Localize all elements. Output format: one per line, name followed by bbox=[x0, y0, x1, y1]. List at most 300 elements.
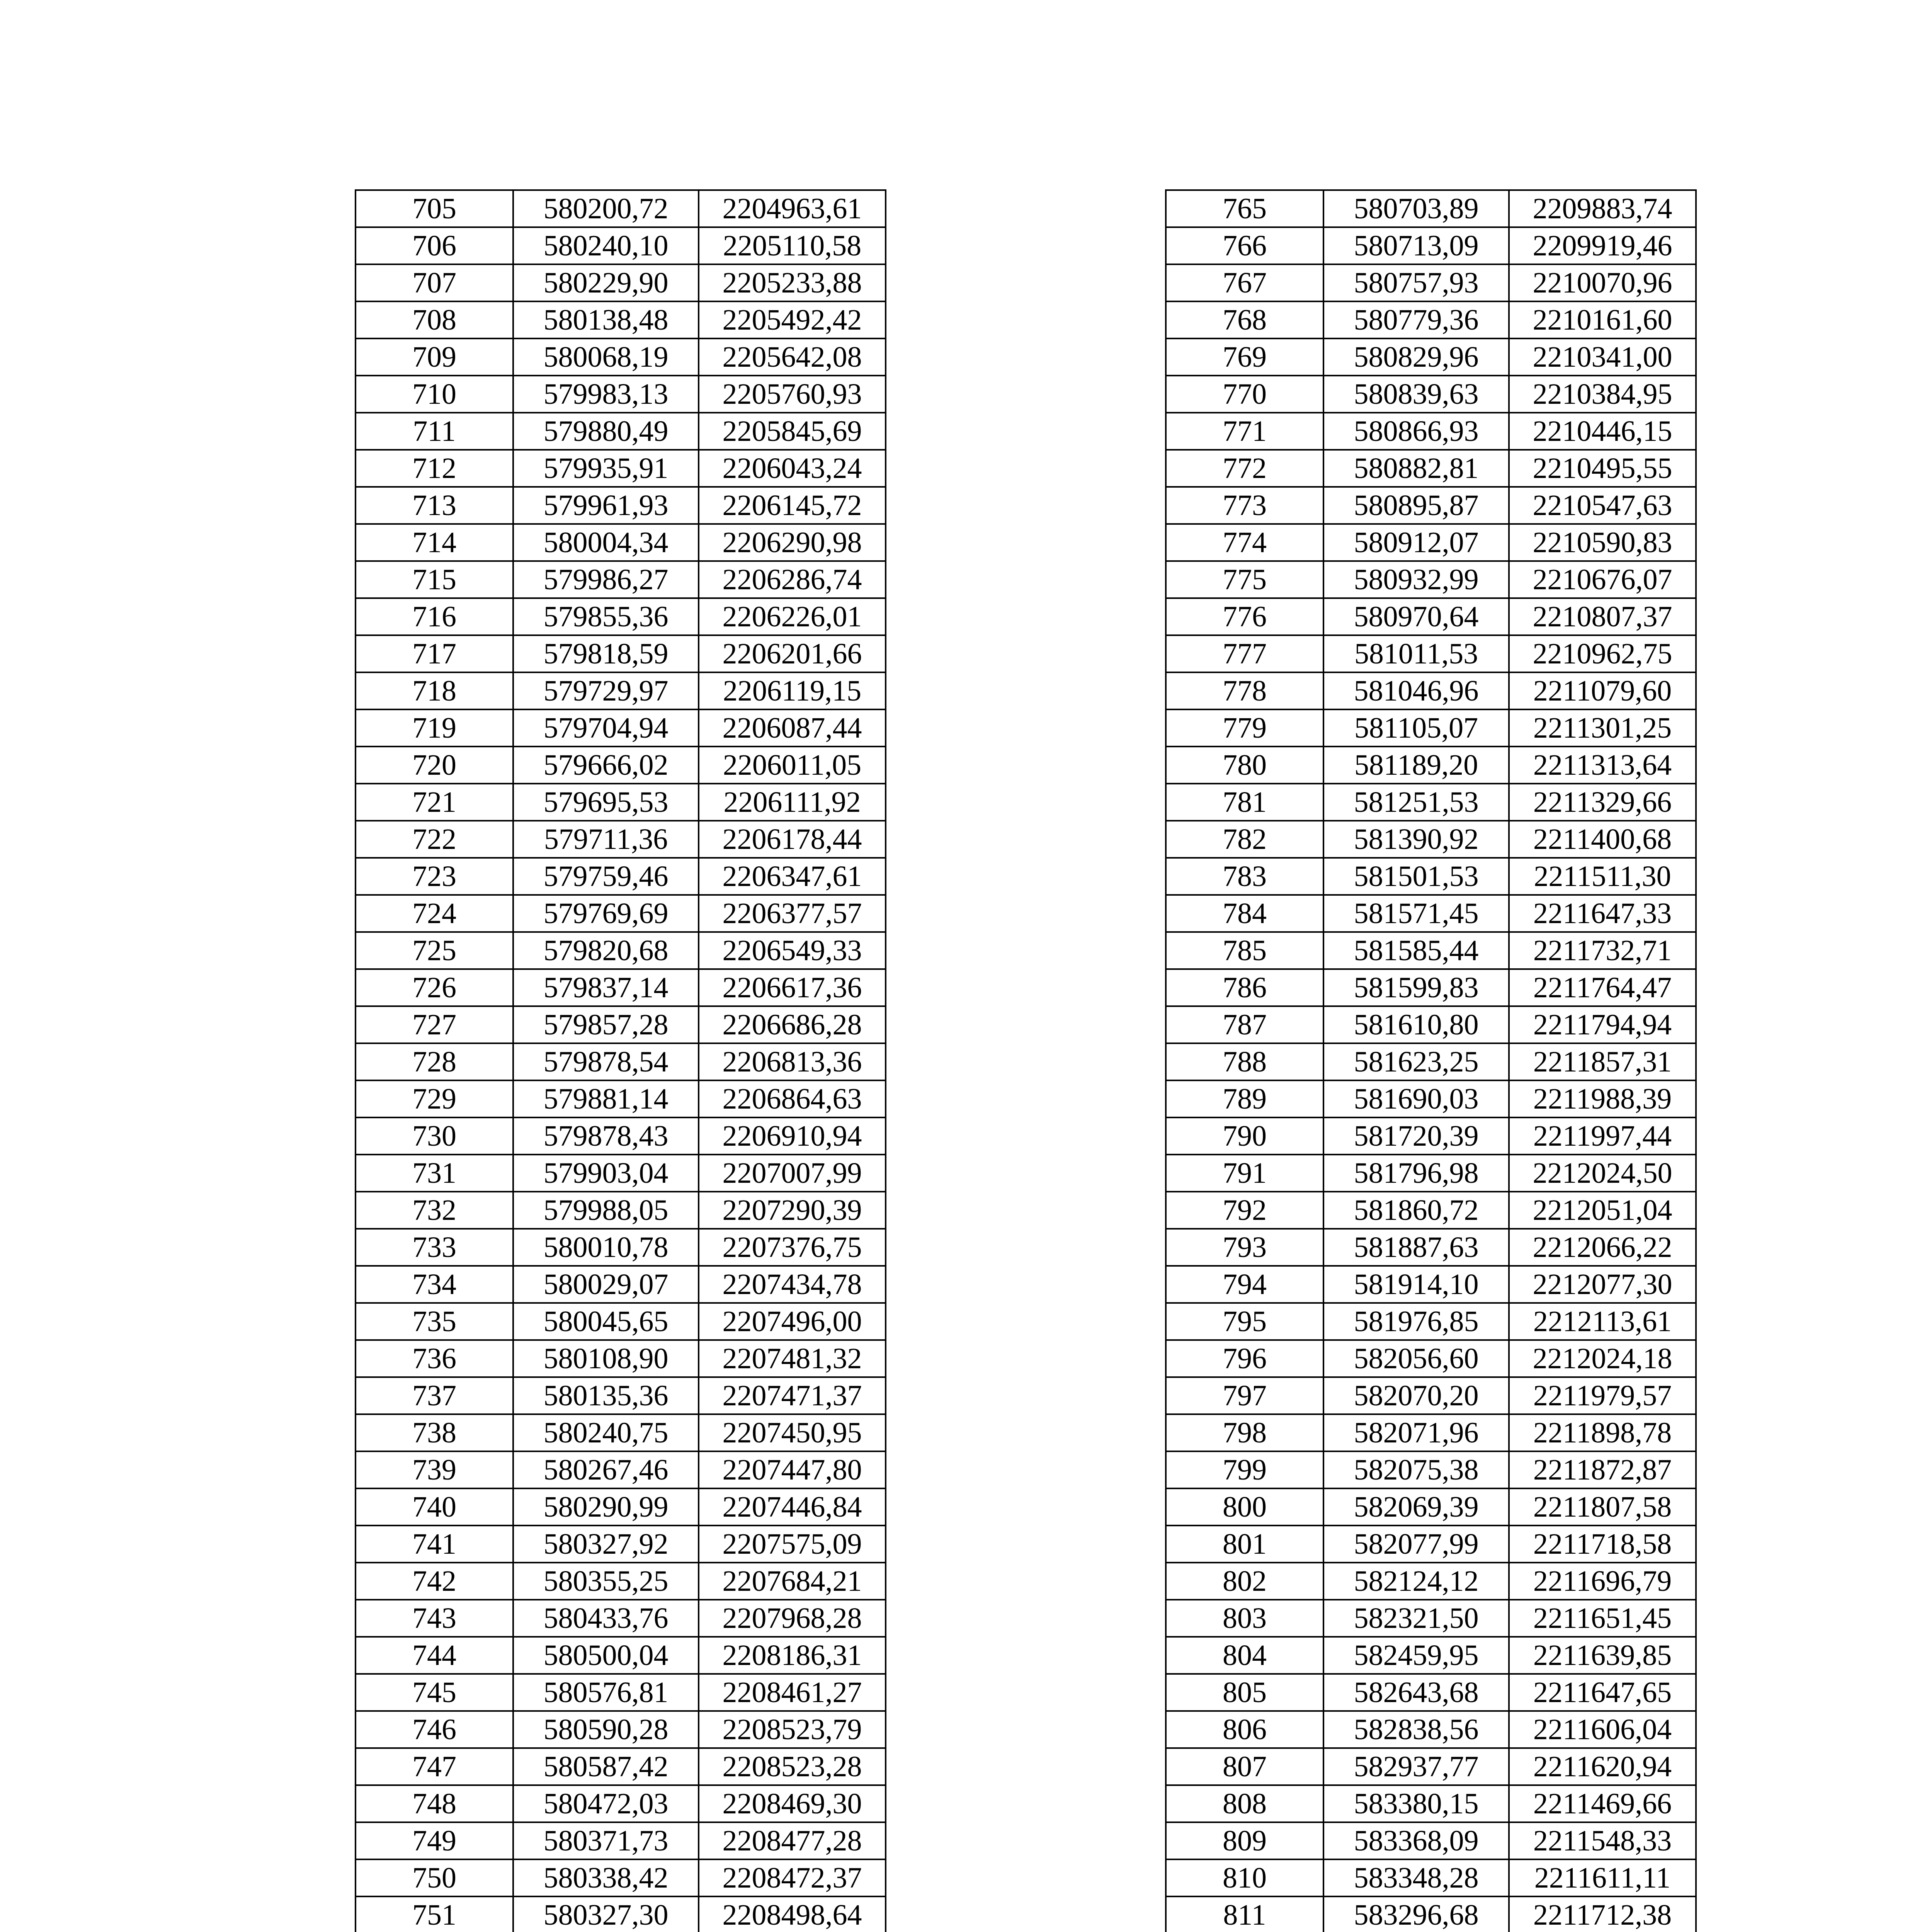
table-row bbox=[356, 413, 886, 450]
y-coordinate-cell: 2211329,66 bbox=[1509, 784, 1696, 821]
table-row bbox=[1166, 524, 1696, 561]
point-number-cell: 766 bbox=[1166, 227, 1323, 264]
table-row bbox=[1166, 969, 1696, 1006]
table-row bbox=[356, 858, 886, 895]
y-coordinate-cell: 2207496,00 bbox=[699, 1303, 886, 1340]
point-number-cell: 767 bbox=[1166, 264, 1323, 301]
point-number-cell: 735 bbox=[356, 1303, 513, 1340]
point-number-cell: 740 bbox=[356, 1488, 513, 1526]
x-coordinate-cell: 579666,02 bbox=[513, 747, 699, 784]
table-row bbox=[356, 1266, 886, 1303]
table-row bbox=[1166, 301, 1696, 338]
y-coordinate-cell: 2206226,01 bbox=[699, 598, 886, 635]
y-coordinate-cell: 2208523,28 bbox=[699, 1748, 886, 1785]
y-coordinate-cell: 2208472,37 bbox=[699, 1859, 886, 1896]
point-number-cell: 779 bbox=[1166, 709, 1323, 747]
x-coordinate-cell: 580327,30 bbox=[513, 1896, 699, 1932]
x-coordinate-cell: 579704,94 bbox=[513, 709, 699, 747]
point-number-cell: 777 bbox=[1166, 635, 1323, 672]
y-coordinate-cell: 2211696,79 bbox=[1509, 1563, 1696, 1600]
x-coordinate-cell: 582070,20 bbox=[1323, 1377, 1509, 1414]
point-number-cell: 718 bbox=[356, 672, 513, 709]
x-coordinate-cell: 581976,85 bbox=[1323, 1303, 1509, 1340]
table-row bbox=[356, 709, 886, 747]
point-number-cell: 731 bbox=[356, 1155, 513, 1192]
point-number-cell: 730 bbox=[356, 1117, 513, 1155]
point-number-cell: 733 bbox=[356, 1229, 513, 1266]
table-row bbox=[356, 969, 886, 1006]
x-coordinate-cell: 579903,04 bbox=[513, 1155, 699, 1192]
table-row bbox=[356, 1377, 886, 1414]
point-number-cell: 714 bbox=[356, 524, 513, 561]
table-row bbox=[1166, 561, 1696, 598]
point-number-cell: 778 bbox=[1166, 672, 1323, 709]
point-number-cell: 809 bbox=[1166, 1822, 1323, 1859]
y-coordinate-cell: 2207290,39 bbox=[699, 1192, 886, 1229]
y-coordinate-cell: 2211079,60 bbox=[1509, 672, 1696, 709]
table-row bbox=[356, 1451, 886, 1488]
table-row bbox=[1166, 1377, 1696, 1414]
x-coordinate-cell: 582071,96 bbox=[1323, 1414, 1509, 1451]
x-coordinate-cell: 580587,42 bbox=[513, 1748, 699, 1785]
y-coordinate-cell: 2208477,28 bbox=[699, 1822, 886, 1859]
point-number-cell: 769 bbox=[1166, 338, 1323, 376]
x-coordinate-cell: 580240,10 bbox=[513, 227, 699, 264]
y-coordinate-cell: 2205492,42 bbox=[699, 301, 886, 338]
x-coordinate-cell: 583380,15 bbox=[1323, 1785, 1509, 1822]
point-number-cell: 781 bbox=[1166, 784, 1323, 821]
point-number-cell: 791 bbox=[1166, 1155, 1323, 1192]
point-number-cell: 727 bbox=[356, 1006, 513, 1043]
point-number-cell: 802 bbox=[1166, 1563, 1323, 1600]
table-row bbox=[356, 1526, 886, 1563]
y-coordinate-cell: 2207450,95 bbox=[699, 1414, 886, 1451]
x-coordinate-cell: 579983,13 bbox=[513, 376, 699, 413]
table-row bbox=[356, 821, 886, 858]
x-coordinate-cell: 582056,60 bbox=[1323, 1340, 1509, 1377]
y-coordinate-cell: 2210384,95 bbox=[1509, 376, 1696, 413]
x-coordinate-cell: 580590,28 bbox=[513, 1711, 699, 1748]
table-row bbox=[1166, 784, 1696, 821]
x-coordinate-cell: 580267,46 bbox=[513, 1451, 699, 1488]
point-number-cell: 711 bbox=[356, 413, 513, 450]
x-coordinate-cell: 580138,48 bbox=[513, 301, 699, 338]
x-coordinate-cell: 580135,36 bbox=[513, 1377, 699, 1414]
table-row bbox=[1166, 1600, 1696, 1637]
x-coordinate-cell: 579988,05 bbox=[513, 1192, 699, 1229]
table-row bbox=[356, 264, 886, 301]
x-coordinate-cell: 581390,92 bbox=[1323, 821, 1509, 858]
y-coordinate-cell: 2207968,28 bbox=[699, 1600, 886, 1637]
point-number-cell: 798 bbox=[1166, 1414, 1323, 1451]
table-row bbox=[1166, 1896, 1696, 1932]
x-coordinate-cell: 581105,07 bbox=[1323, 709, 1509, 747]
x-coordinate-cell: 579961,93 bbox=[513, 487, 699, 524]
point-number-cell: 748 bbox=[356, 1785, 513, 1822]
table-row bbox=[356, 747, 886, 784]
x-coordinate-cell: 579855,36 bbox=[513, 598, 699, 635]
table-row bbox=[1166, 858, 1696, 895]
y-coordinate-cell: 2209919,46 bbox=[1509, 227, 1696, 264]
table-row bbox=[356, 487, 886, 524]
point-number-cell: 775 bbox=[1166, 561, 1323, 598]
table-row bbox=[356, 1155, 886, 1192]
table-row bbox=[356, 1488, 886, 1526]
x-coordinate-cell: 579878,43 bbox=[513, 1117, 699, 1155]
y-coordinate-cell: 2210070,96 bbox=[1509, 264, 1696, 301]
point-number-cell: 750 bbox=[356, 1859, 513, 1896]
point-number-cell: 726 bbox=[356, 969, 513, 1006]
table-row bbox=[356, 1414, 886, 1451]
table-row bbox=[1166, 747, 1696, 784]
x-coordinate-cell: 581189,20 bbox=[1323, 747, 1509, 784]
table-row bbox=[356, 376, 886, 413]
y-coordinate-cell: 2211313,64 bbox=[1509, 747, 1696, 784]
y-coordinate-cell: 2212066,22 bbox=[1509, 1229, 1696, 1266]
y-coordinate-cell: 2208186,31 bbox=[699, 1637, 886, 1674]
x-coordinate-cell: 582077,99 bbox=[1323, 1526, 1509, 1563]
x-coordinate-cell: 581585,44 bbox=[1323, 932, 1509, 969]
table-row bbox=[356, 1859, 886, 1896]
y-coordinate-cell: 2211718,58 bbox=[1509, 1526, 1696, 1563]
y-coordinate-cell: 2206813,36 bbox=[699, 1043, 886, 1080]
x-coordinate-cell: 580229,90 bbox=[513, 264, 699, 301]
y-coordinate-cell: 2206864,63 bbox=[699, 1080, 886, 1117]
y-coordinate-cell: 2212024,18 bbox=[1509, 1340, 1696, 1377]
table-row bbox=[1166, 1637, 1696, 1674]
table-row bbox=[1166, 1563, 1696, 1600]
table-row bbox=[356, 1711, 886, 1748]
y-coordinate-cell: 2206686,28 bbox=[699, 1006, 886, 1043]
y-coordinate-cell: 2210547,63 bbox=[1509, 487, 1696, 524]
y-coordinate-cell: 2211997,44 bbox=[1509, 1117, 1696, 1155]
table-row bbox=[1166, 1526, 1696, 1563]
y-coordinate-cell: 2211606,04 bbox=[1509, 1711, 1696, 1748]
point-number-cell: 780 bbox=[1166, 747, 1323, 784]
y-coordinate-cell: 2211794,94 bbox=[1509, 1006, 1696, 1043]
table-row bbox=[356, 1896, 886, 1932]
point-number-cell: 773 bbox=[1166, 487, 1323, 524]
y-coordinate-cell: 2211857,31 bbox=[1509, 1043, 1696, 1080]
y-coordinate-cell: 2212051,04 bbox=[1509, 1192, 1696, 1229]
table-row bbox=[356, 524, 886, 561]
y-coordinate-cell: 2211872,87 bbox=[1509, 1451, 1696, 1488]
table-row bbox=[1166, 895, 1696, 932]
table-row bbox=[1166, 1414, 1696, 1451]
point-number-cell: 737 bbox=[356, 1377, 513, 1414]
x-coordinate-cell: 580045,65 bbox=[513, 1303, 699, 1340]
x-coordinate-cell: 582937,77 bbox=[1323, 1748, 1509, 1785]
x-coordinate-cell: 580757,93 bbox=[1323, 264, 1509, 301]
y-coordinate-cell: 2206290,98 bbox=[699, 524, 886, 561]
x-coordinate-cell: 580433,76 bbox=[513, 1600, 699, 1637]
y-coordinate-cell: 2210590,83 bbox=[1509, 524, 1696, 561]
x-coordinate-cell: 580068,19 bbox=[513, 338, 699, 376]
x-coordinate-cell: 580882,81 bbox=[1323, 450, 1509, 487]
table-row bbox=[1166, 1451, 1696, 1488]
y-coordinate-cell: 2211807,58 bbox=[1509, 1488, 1696, 1526]
point-number-cell: 734 bbox=[356, 1266, 513, 1303]
point-number-cell: 785 bbox=[1166, 932, 1323, 969]
y-coordinate-cell: 2210161,60 bbox=[1509, 301, 1696, 338]
table-row bbox=[356, 1674, 886, 1711]
point-number-cell: 742 bbox=[356, 1563, 513, 1600]
y-coordinate-cell: 2207446,84 bbox=[699, 1488, 886, 1526]
point-number-cell: 811 bbox=[1166, 1896, 1323, 1932]
point-number-cell: 746 bbox=[356, 1711, 513, 1748]
point-number-cell: 788 bbox=[1166, 1043, 1323, 1080]
table-row bbox=[1166, 1266, 1696, 1303]
x-coordinate-cell: 580290,99 bbox=[513, 1488, 699, 1526]
x-coordinate-cell: 581860,72 bbox=[1323, 1192, 1509, 1229]
point-number-cell: 783 bbox=[1166, 858, 1323, 895]
table-row bbox=[1166, 338, 1696, 376]
point-number-cell: 720 bbox=[356, 747, 513, 784]
y-coordinate-cell: 2211620,94 bbox=[1509, 1748, 1696, 1785]
table-row bbox=[356, 190, 886, 227]
point-number-cell: 808 bbox=[1166, 1785, 1323, 1822]
point-number-cell: 724 bbox=[356, 895, 513, 932]
x-coordinate-cell: 579837,14 bbox=[513, 969, 699, 1006]
y-coordinate-cell: 2206347,61 bbox=[699, 858, 886, 895]
x-coordinate-cell: 579711,36 bbox=[513, 821, 699, 858]
table-row bbox=[1166, 635, 1696, 672]
point-number-cell: 789 bbox=[1166, 1080, 1323, 1117]
table-row bbox=[356, 561, 886, 598]
y-coordinate-cell: 2207447,80 bbox=[699, 1451, 886, 1488]
point-number-cell: 709 bbox=[356, 338, 513, 376]
x-coordinate-cell: 580703,89 bbox=[1323, 190, 1509, 227]
table-row bbox=[1166, 487, 1696, 524]
point-number-cell: 796 bbox=[1166, 1340, 1323, 1377]
y-coordinate-cell: 2206910,94 bbox=[699, 1117, 886, 1155]
point-number-cell: 738 bbox=[356, 1414, 513, 1451]
point-number-cell: 776 bbox=[1166, 598, 1323, 635]
x-coordinate-cell: 580895,87 bbox=[1323, 487, 1509, 524]
y-coordinate-cell: 2206178,44 bbox=[699, 821, 886, 858]
point-number-cell: 792 bbox=[1166, 1192, 1323, 1229]
table-row bbox=[356, 338, 886, 376]
table-row bbox=[1166, 413, 1696, 450]
table-row bbox=[1166, 1488, 1696, 1526]
x-coordinate-cell: 581571,45 bbox=[1323, 895, 1509, 932]
table-row bbox=[1166, 1785, 1696, 1822]
point-number-cell: 800 bbox=[1166, 1488, 1323, 1526]
y-coordinate-cell: 2206111,92 bbox=[699, 784, 886, 821]
table-row bbox=[1166, 227, 1696, 264]
y-coordinate-cell: 2211979,57 bbox=[1509, 1377, 1696, 1414]
point-number-cell: 801 bbox=[1166, 1526, 1323, 1563]
x-coordinate-cell: 583368,09 bbox=[1323, 1822, 1509, 1859]
y-coordinate-cell: 2209883,74 bbox=[1509, 190, 1696, 227]
table-row bbox=[356, 1006, 886, 1043]
x-coordinate-cell: 581914,10 bbox=[1323, 1266, 1509, 1303]
table-row bbox=[356, 1192, 886, 1229]
y-coordinate-cell: 2211548,33 bbox=[1509, 1822, 1696, 1859]
point-number-cell: 751 bbox=[356, 1896, 513, 1932]
y-coordinate-cell: 2208469,30 bbox=[699, 1785, 886, 1822]
table-row bbox=[1166, 709, 1696, 747]
table-row bbox=[1166, 1303, 1696, 1340]
table-row bbox=[1166, 376, 1696, 413]
x-coordinate-cell: 582069,39 bbox=[1323, 1488, 1509, 1526]
y-coordinate-cell: 2211988,39 bbox=[1509, 1080, 1696, 1117]
x-coordinate-cell: 582075,38 bbox=[1323, 1451, 1509, 1488]
point-number-cell: 725 bbox=[356, 932, 513, 969]
x-coordinate-cell: 581796,98 bbox=[1323, 1155, 1509, 1192]
x-coordinate-cell: 581720,39 bbox=[1323, 1117, 1509, 1155]
point-number-cell: 707 bbox=[356, 264, 513, 301]
point-number-cell: 794 bbox=[1166, 1266, 1323, 1303]
x-coordinate-cell: 580355,25 bbox=[513, 1563, 699, 1600]
point-number-cell: 739 bbox=[356, 1451, 513, 1488]
y-coordinate-cell: 2206145,72 bbox=[699, 487, 886, 524]
x-coordinate-cell: 579818,59 bbox=[513, 635, 699, 672]
point-number-cell: 716 bbox=[356, 598, 513, 635]
y-coordinate-cell: 2210495,55 bbox=[1509, 450, 1696, 487]
point-number-cell: 803 bbox=[1166, 1600, 1323, 1637]
point-number-cell: 708 bbox=[356, 301, 513, 338]
x-coordinate-cell: 580010,78 bbox=[513, 1229, 699, 1266]
y-coordinate-cell: 2212113,61 bbox=[1509, 1303, 1696, 1340]
table-row bbox=[1166, 190, 1696, 227]
y-coordinate-cell: 2206119,15 bbox=[699, 672, 886, 709]
point-number-cell: 787 bbox=[1166, 1006, 1323, 1043]
x-coordinate-cell: 580029,07 bbox=[513, 1266, 699, 1303]
table-row bbox=[1166, 1229, 1696, 1266]
point-number-cell: 784 bbox=[1166, 895, 1323, 932]
x-coordinate-cell: 582643,68 bbox=[1323, 1674, 1509, 1711]
table-row bbox=[356, 1637, 886, 1674]
x-coordinate-cell: 579857,28 bbox=[513, 1006, 699, 1043]
table-row bbox=[356, 1117, 886, 1155]
x-coordinate-cell: 579695,53 bbox=[513, 784, 699, 821]
x-coordinate-cell: 580327,92 bbox=[513, 1526, 699, 1563]
point-number-cell: 771 bbox=[1166, 413, 1323, 450]
table-row bbox=[1166, 264, 1696, 301]
x-coordinate-cell: 580108,90 bbox=[513, 1340, 699, 1377]
point-number-cell: 765 bbox=[1166, 190, 1323, 227]
point-number-cell: 736 bbox=[356, 1340, 513, 1377]
x-coordinate-cell: 580240,75 bbox=[513, 1414, 699, 1451]
x-coordinate-cell: 579759,46 bbox=[513, 858, 699, 895]
table-row bbox=[356, 1043, 886, 1080]
y-coordinate-cell: 2211764,47 bbox=[1509, 969, 1696, 1006]
x-coordinate-cell: 582124,12 bbox=[1323, 1563, 1509, 1600]
x-coordinate-cell: 581690,03 bbox=[1323, 1080, 1509, 1117]
y-coordinate-cell: 2205642,08 bbox=[699, 338, 886, 376]
table-row bbox=[1166, 450, 1696, 487]
point-number-cell: 743 bbox=[356, 1600, 513, 1637]
y-coordinate-cell: 2206549,33 bbox=[699, 932, 886, 969]
point-number-cell: 749 bbox=[356, 1822, 513, 1859]
x-coordinate-cell: 583348,28 bbox=[1323, 1859, 1509, 1896]
x-coordinate-cell: 580970,64 bbox=[1323, 598, 1509, 635]
table-row bbox=[1166, 1340, 1696, 1377]
y-coordinate-cell: 2211647,65 bbox=[1509, 1674, 1696, 1711]
y-coordinate-cell: 2211651,45 bbox=[1509, 1600, 1696, 1637]
point-number-cell: 715 bbox=[356, 561, 513, 598]
point-number-cell: 712 bbox=[356, 450, 513, 487]
y-coordinate-cell: 2207684,21 bbox=[699, 1563, 886, 1600]
x-coordinate-cell: 580839,63 bbox=[1323, 376, 1509, 413]
point-number-cell: 786 bbox=[1166, 969, 1323, 1006]
point-number-cell: 790 bbox=[1166, 1117, 1323, 1155]
point-number-cell: 741 bbox=[356, 1526, 513, 1563]
x-coordinate-cell: 580829,96 bbox=[1323, 338, 1509, 376]
x-coordinate-cell: 580200,72 bbox=[513, 190, 699, 227]
table-row bbox=[1166, 1155, 1696, 1192]
point-number-cell: 747 bbox=[356, 1748, 513, 1785]
x-coordinate-cell: 581011,53 bbox=[1323, 635, 1509, 672]
point-number-cell: 795 bbox=[1166, 1303, 1323, 1340]
y-coordinate-cell: 2207575,09 bbox=[699, 1526, 886, 1563]
table-row bbox=[356, 1080, 886, 1117]
x-coordinate-cell: 580472,03 bbox=[513, 1785, 699, 1822]
x-coordinate-cell: 580713,09 bbox=[1323, 227, 1509, 264]
y-coordinate-cell: 2211639,85 bbox=[1509, 1637, 1696, 1674]
table-row bbox=[1166, 1674, 1696, 1711]
y-coordinate-cell: 2206043,24 bbox=[699, 450, 886, 487]
table-row bbox=[356, 1229, 886, 1266]
point-number-cell: 706 bbox=[356, 227, 513, 264]
point-number-cell: 799 bbox=[1166, 1451, 1323, 1488]
y-coordinate-cell: 2207471,37 bbox=[699, 1377, 886, 1414]
y-coordinate-cell: 2207007,99 bbox=[699, 1155, 886, 1192]
x-coordinate-cell: 582459,95 bbox=[1323, 1637, 1509, 1674]
x-coordinate-cell: 580932,99 bbox=[1323, 561, 1509, 598]
y-coordinate-cell: 2205760,93 bbox=[699, 376, 886, 413]
table-row bbox=[356, 1303, 886, 1340]
table-row bbox=[356, 932, 886, 969]
y-coordinate-cell: 2211611,11 bbox=[1509, 1859, 1696, 1896]
table-row bbox=[1166, 1080, 1696, 1117]
table-row bbox=[356, 301, 886, 338]
x-coordinate-cell: 579881,14 bbox=[513, 1080, 699, 1117]
table-row bbox=[356, 1748, 886, 1785]
table-row bbox=[356, 895, 886, 932]
table-row bbox=[356, 635, 886, 672]
point-number-cell: 745 bbox=[356, 1674, 513, 1711]
point-number-cell: 732 bbox=[356, 1192, 513, 1229]
point-number-cell: 722 bbox=[356, 821, 513, 858]
x-coordinate-cell: 580500,04 bbox=[513, 1637, 699, 1674]
table-row bbox=[356, 450, 886, 487]
point-number-cell: 797 bbox=[1166, 1377, 1323, 1414]
table-row bbox=[356, 784, 886, 821]
table-row bbox=[1166, 932, 1696, 969]
table-row bbox=[356, 1785, 886, 1822]
x-coordinate-cell: 580576,81 bbox=[513, 1674, 699, 1711]
point-number-cell: 717 bbox=[356, 635, 513, 672]
x-coordinate-cell: 580866,93 bbox=[1323, 413, 1509, 450]
x-coordinate-cell: 579935,91 bbox=[513, 450, 699, 487]
y-coordinate-cell: 2208523,79 bbox=[699, 1711, 886, 1748]
y-coordinate-cell: 2210676,07 bbox=[1509, 561, 1696, 598]
table-row bbox=[356, 1563, 886, 1600]
table-row bbox=[356, 1340, 886, 1377]
coordinates-table-left bbox=[355, 189, 886, 1932]
point-number-cell: 744 bbox=[356, 1637, 513, 1674]
point-number-cell: 728 bbox=[356, 1043, 513, 1080]
table-row bbox=[1166, 1043, 1696, 1080]
table-row bbox=[1166, 1748, 1696, 1785]
table-row bbox=[356, 1822, 886, 1859]
x-coordinate-cell: 580912,07 bbox=[1323, 524, 1509, 561]
x-coordinate-cell: 581501,53 bbox=[1323, 858, 1509, 895]
point-number-cell: 782 bbox=[1166, 821, 1323, 858]
table-row bbox=[356, 672, 886, 709]
